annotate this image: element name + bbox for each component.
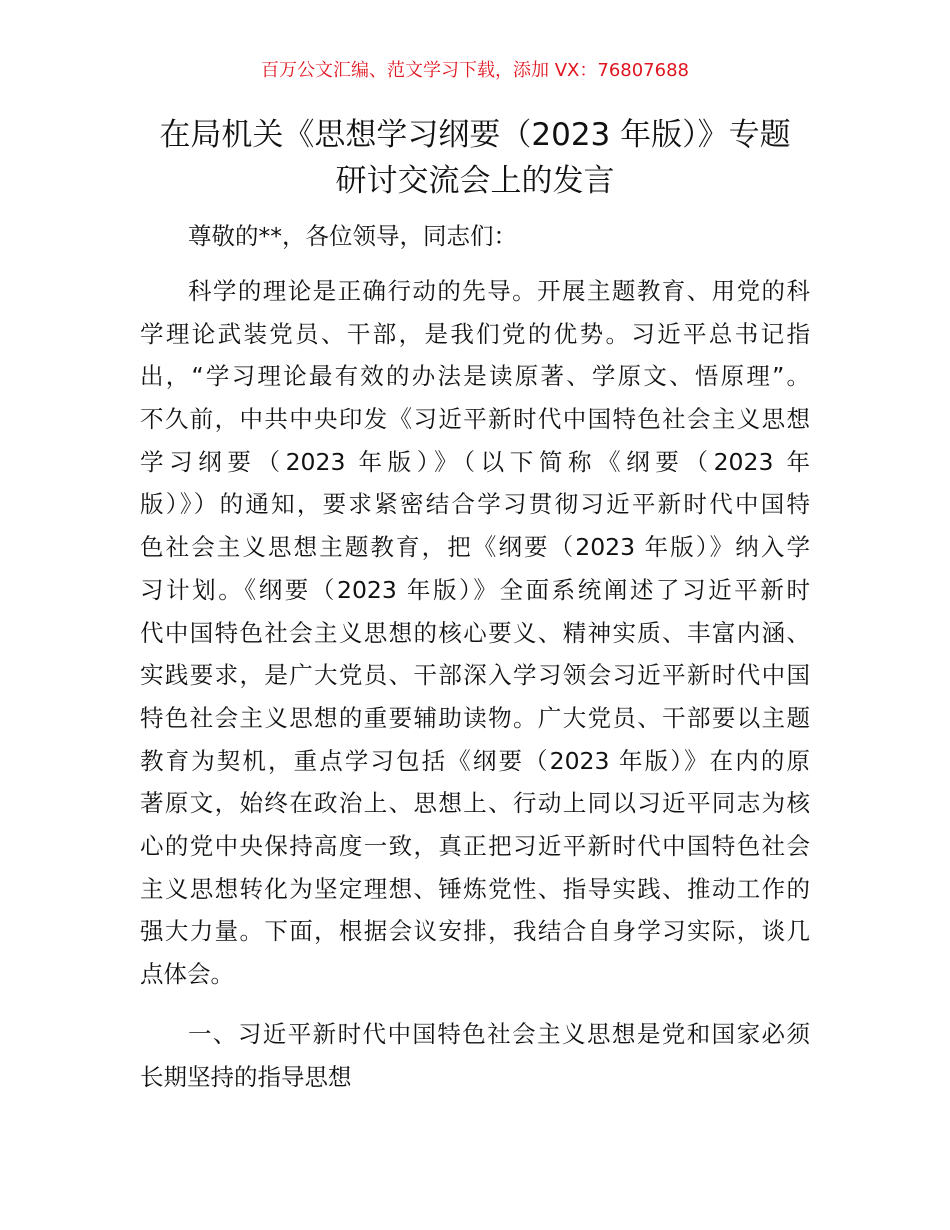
title-line: 在局机关《思想学习纲要（2023 年版）》专题 (159, 117, 791, 153)
text-line: 色社会主义思想主题教育，把《纲要（2023 年版）》纳入学 (140, 533, 810, 562)
text-line: 科学的理论是正确行动的先导。开展主题教育、用党的科 (188, 277, 810, 305)
salutation (140, 215, 810, 258)
text-line: 习计划。《纲要（2023 年版）》全面系统阐述了习近平新时 (140, 575, 810, 604)
text-line: 特色社会主义思想的重要辅助读物。广大党员、干部要以主题 (140, 703, 810, 732)
salutation-text: 尊敬的**，各位领导，同志们： (188, 222, 517, 250)
text-line: 学理论武装党员、干部，是我们党的优势。习近平总书记指 (140, 319, 810, 348)
text-line: 一、习近平新时代中国特色社会主义思想是党和国家必须 (188, 1020, 810, 1048)
paragraph-intro (140, 270, 810, 996)
text-line: 不久前，中共中央印发《习近平新时代中国特色社会主义思想 (140, 405, 810, 434)
text-line: 代中国特色社会主义思想的核心要义、精神实质、丰富内涵、 (140, 618, 810, 647)
text-line: 出，“学习理论最有效的办法是读原著、学原文、悟原理”。 (140, 362, 810, 391)
text-line: 版）》）的通知，要求紧密结合学习贯彻习近平新时代中国特 (140, 490, 810, 519)
title-line: 研讨交流会上的发言 (335, 163, 615, 199)
text-line: 实践要求，是广大党员、干部深入学习领会习近平新时代中国 (140, 661, 810, 690)
text-line: 点体会。 (140, 960, 234, 988)
text-line: 强大力量。下面，根据会议安排，我结合自身学习实际，谈几 (140, 917, 810, 946)
watermark-header: 百万公文汇编、范文学习下载，添加 VX：76807688 (261, 60, 689, 81)
section-heading-1 (140, 1013, 810, 1098)
text-line: 心的党中央保持高度一致，真正把习近平新时代中国特色社会 (140, 831, 810, 860)
text-line: 长期坚持的指导思想 (140, 1062, 352, 1091)
text-line: 主义思想转化为坚定理想、锤炼党性、指导实践、推动工作的 (140, 874, 810, 903)
text-line: 著原文，始终在政治上、思想上、行动上同以习近平同志为核 (140, 789, 810, 818)
text-line: 学习纲要（2023 年版）》（以下简称《纲要（2023 年 (140, 447, 810, 476)
document-title (0, 112, 950, 204)
text-line: 教育为契机，重点学习包括《纲要（2023 年版）》在内的原 (140, 746, 810, 775)
